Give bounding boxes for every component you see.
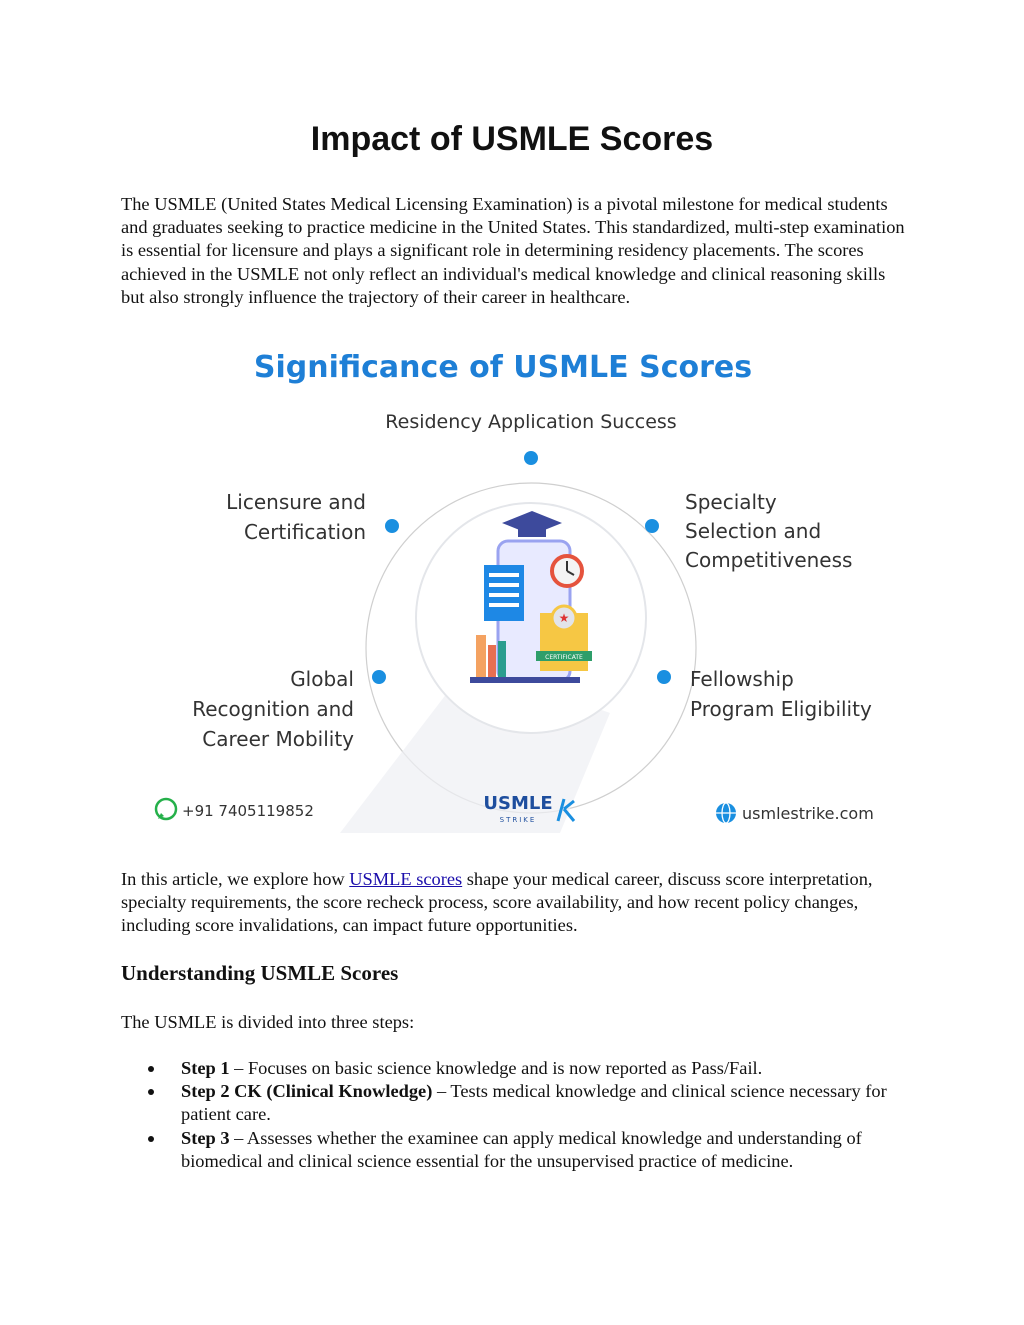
label-fellowship-2: Program Eligibility <box>690 697 872 721</box>
svg-text:★: ★ <box>558 611 570 625</box>
bullet-icon <box>148 1089 154 1095</box>
intro-paragraph: The USMLE (United States Medical Licensing Examination) is a pivotal milestone for medical students and graduates seeking to practice medicine in the United States. This standardized, multi-step examination is essential for licensure and plays a significant role in determining residency placements. The scores achieved in the USMLE not only reflect an individual's medical knowledge and clinical reasoning skills but also strongly influence the trajectory of their career in healthcare. <box>121 194 905 307</box>
bullet-icon <box>148 1066 154 1072</box>
label-global-2: Recognition and <box>192 697 354 721</box>
infographic <box>140 333 900 848</box>
label-specialty-1: Specialty <box>685 490 777 514</box>
infographic-heading: Significance of USMLE Scores <box>253 350 753 385</box>
section-intro: The USMLE is divided into three steps: <box>121 1012 415 1032</box>
step-text: – Assesses whether the examinee can apply medical knowledge and understanding of biomedical and clinical science essential for the unsupervised practice of medicine. <box>181 1127 862 1171</box>
list-item <box>121 1057 921 1080</box>
label-global-3: Career Mobility <box>202 727 354 751</box>
step-text: – Focuses on basic science knowledge and is now reported as Pass/Fail. <box>229 1058 763 1078</box>
whatsapp-icon <box>156 799 176 819</box>
label-residency: Residency Application Success <box>385 411 677 433</box>
phone-number: +91 7405119852 <box>182 802 314 820</box>
label-specialty-3: Competitiveness <box>685 548 853 572</box>
label-global-1: Global <box>290 667 354 691</box>
article-paragraph <box>121 868 911 938</box>
infographic-svg <box>140 333 900 848</box>
step-text: – Tests medical knowledge and clinical science necessary for patient care. <box>181 1081 887 1125</box>
dot-right-bottom <box>657 670 671 684</box>
website-url: usmlestrike.com <box>742 804 874 823</box>
label-licensure-2: Certification <box>243 520 366 544</box>
globe-icon <box>716 803 736 823</box>
dot-left-top <box>385 519 399 533</box>
certificate-label: CERTIFICATE <box>545 654 583 661</box>
step-label: Step 3 <box>181 1127 230 1148</box>
usmle-scores-link[interactable]: USMLE scores <box>349 869 463 889</box>
page-title: Impact of USMLE Scores <box>310 120 714 158</box>
dot-right-top <box>645 519 659 533</box>
section-heading: Understanding USMLE Scores <box>121 961 399 985</box>
list-item <box>121 1080 921 1126</box>
dot-top <box>524 451 538 465</box>
logo-sub: STRIKE <box>499 816 537 824</box>
article-text-after: shape your medical career, discuss score interpretation, specialty requirements, the score recheck process, score availability, and how recent policy changes, including score invalidations, can impact future opportunities. <box>121 869 873 936</box>
article-text-before: In this article, we explore how <box>121 869 350 889</box>
list-item <box>121 1127 921 1173</box>
step-label: Step 1 <box>181 1058 230 1078</box>
step-label: Step 2 CK (Clinical Knowledge) <box>181 1081 433 1102</box>
logo-main: USMLE <box>483 793 553 814</box>
label-specialty-2: Selection and <box>685 519 822 543</box>
label-licensure-1: Licensure and <box>226 490 366 514</box>
steps-list <box>121 1057 921 1173</box>
label-fellowship-1: Fellowship <box>690 667 794 691</box>
bullet-icon <box>148 1136 154 1142</box>
dot-left-bottom <box>372 670 386 684</box>
